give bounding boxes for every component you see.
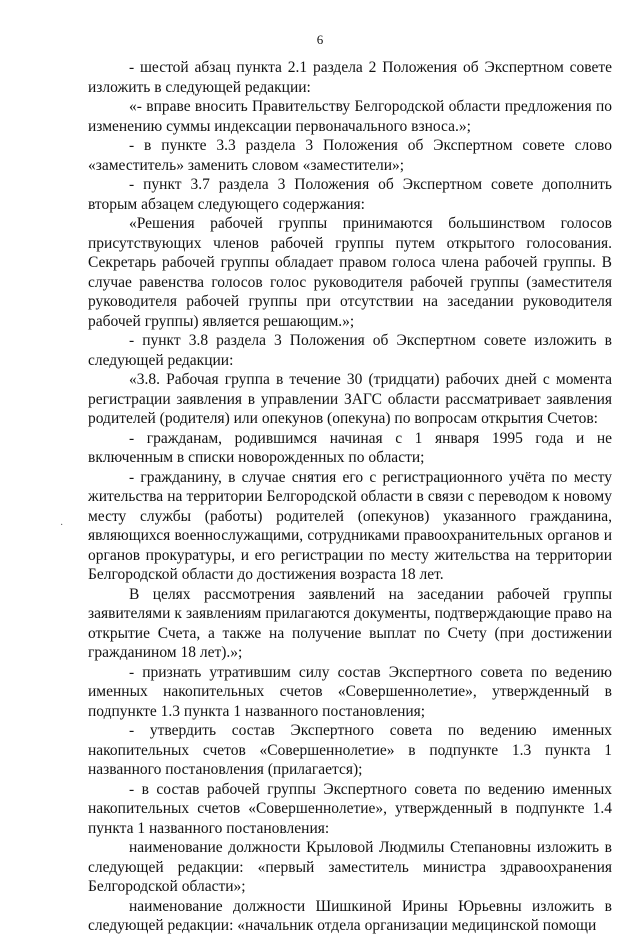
paragraph-5: «Решения рабочей группы принимаются большинством голосов присутствующих членов рабочей группы путем открытого голосования. Секретарь рабочей группы обладает правом голоса члена рабочей группы. В случае равенства голосов голос руководителя рабочей группы (заместителя руководителя рабочей группы при отсутствии на заседании руководителя рабочей группы) является решающим.»; [88, 215, 612, 330]
paragraph-14: наименование должности Крыловой Людмилы Степановны изложить в следующей редакции: «первый заместитель министра здравоохранения Белгородской области»; [88, 839, 612, 895]
margin-mark: · [60, 520, 64, 531]
paragraph-12: - утвердить состав Экспертного совета по ведению именных накопительных счетов «Совершеннолетие» в подпункте 1.3 пункта 1 названного постановления (прилагается); [88, 722, 612, 778]
paragraph-2: «- вправе вносить Правительству Белгородской области предложения по изменению суммы индексации первоначального взноса.»; [88, 98, 612, 135]
paragraph-8: - гражданам, родившимся начиная с 1 января 1995 года и не включенным в списки новорожденных по области; [88, 429, 612, 466]
paragraph-6: - пункт 3.8 раздела 3 Положения об Экспертном совете изложить в следующей редакции: [88, 332, 612, 369]
paragraph-7: «3.8. Рабочая группа в течение 30 (тридцати) рабочих дней с момента регистрации заявления в управлении ЗАГС области рассматривает заявления родителей (родителя) или опекунов (опекуна) по вопросам открытия Счетов: [88, 371, 612, 427]
page-number: 6 [316, 32, 324, 47]
paragraph-1: - шестой абзац пункта 2.1 раздела 2 Положения об Экспертном совете изложить в следующей редакции: [88, 59, 612, 96]
paragraph-13: - в состав рабочей группы Экспертного совета по ведению именных накопительных счетов «Совершеннолетие», утвержденный в подпункте 1.4 пункта 1 названного постановления: [88, 780, 612, 837]
document-body [88, 58, 612, 936]
paragraph-15: наименование должности Шишкиной Ирины Юрьевны изложить в следующей редакции: «начальник отдела организации медицинской помощи [88, 897, 612, 934]
paragraph-10: В целях рассмотрения заявлений на заседании рабочей группы заявителями к заявлениям прилагаются документы, подтверждающие право на открытие Счета, а также на получение выплат по Счету (при достижении гражданином 18 лет).»; [88, 585, 612, 661]
paragraph-4: - пункт 3.7 раздела 3 Положения об Экспертном совете дополнить вторым абзацем следующего содержания: [88, 176, 612, 213]
paragraph-11: - признать утратившим силу состав Экспертного совета по ведению именных накопительных счетов «Совершеннолетие», утвержденный в подпункте 1.3 пункта 1 названного постановления; [88, 663, 612, 720]
paragraph-3: - в пункте 3.3 раздела 3 Положения об Экспертном совете слово «заместитель» заменить словом «заместители»; [88, 137, 612, 174]
paragraph-9: - гражданину, в случае снятия его с регистрационного учёта по месту жительства на территории Белгородской области в связи с переводом к новому месту службы (работы) родителей (опекунов) указанного гражданина, являющихся военнослужащими, сотрудниками правоохранительных органов и органов прокуратуры, и его регистрации по месту жительства на территории Белгородской области до достижения возраста 18 лет. [88, 468, 612, 583]
